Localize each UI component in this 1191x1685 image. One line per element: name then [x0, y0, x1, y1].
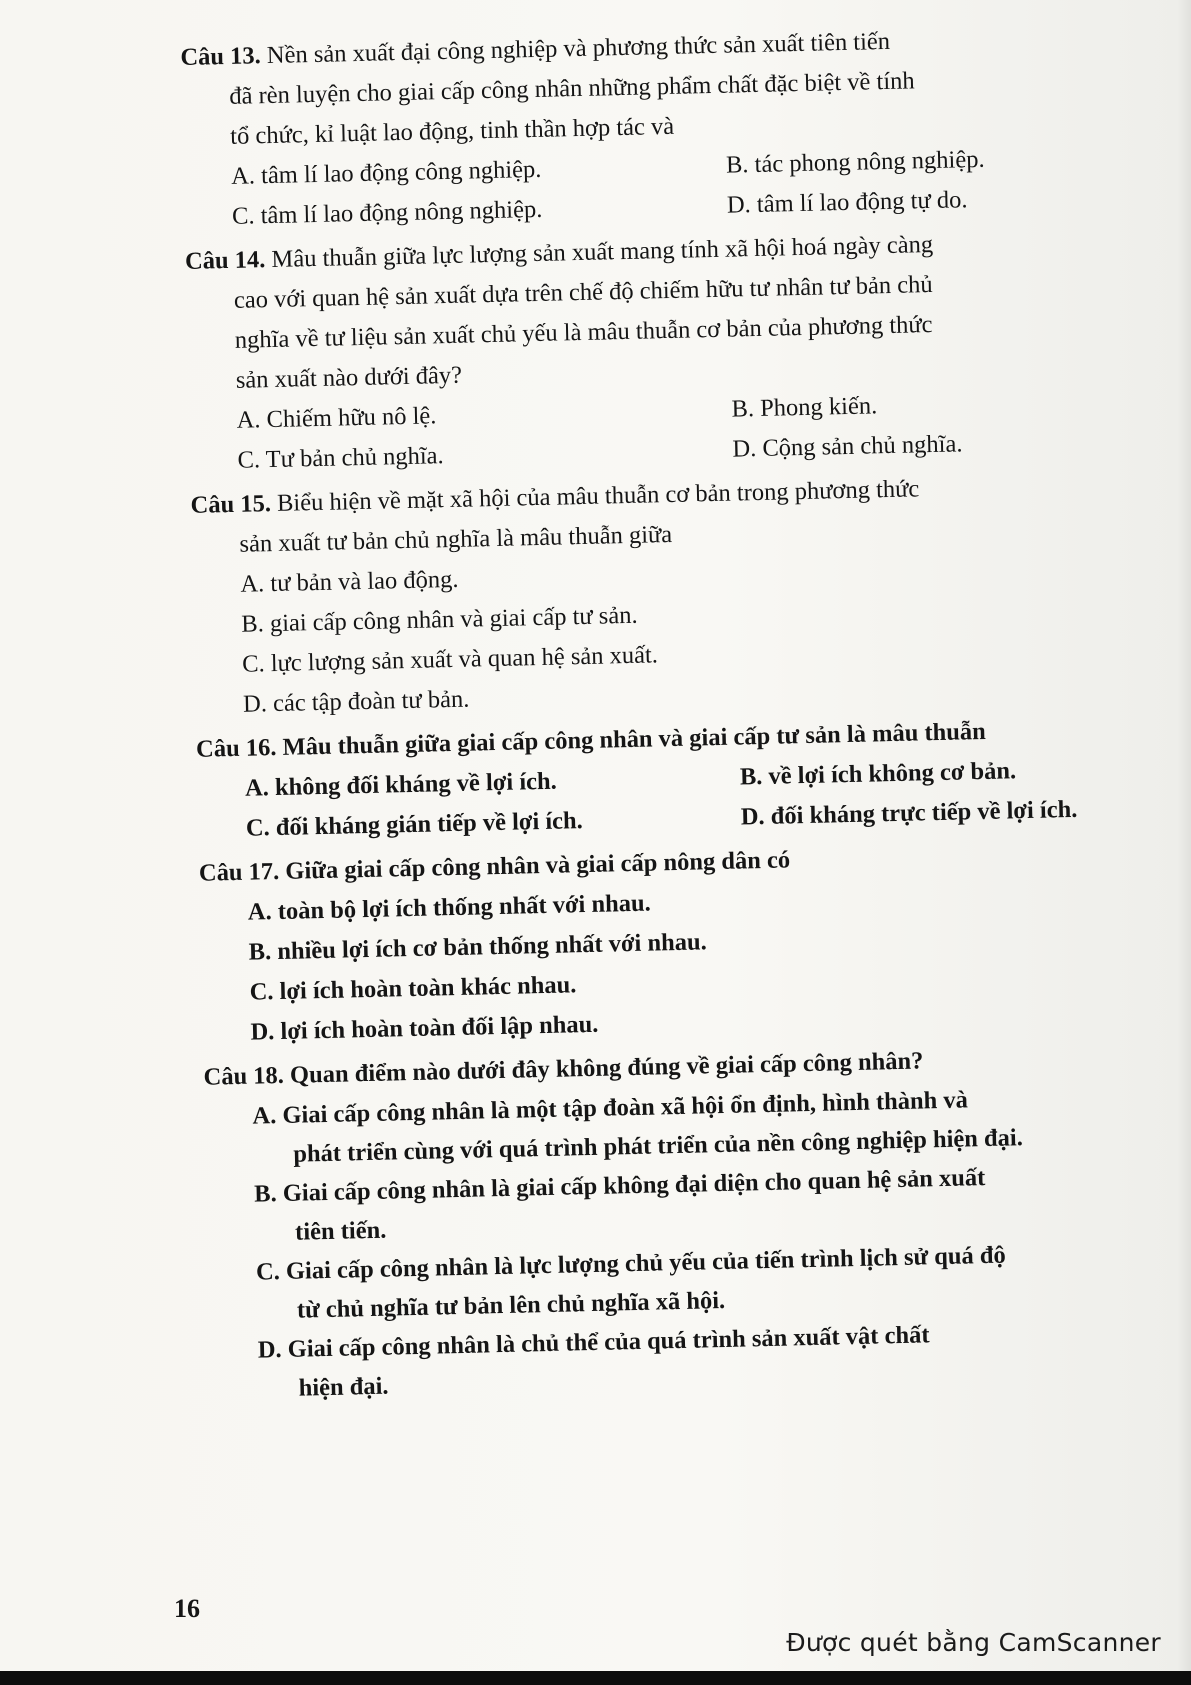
option-b: B. Phong kiến.	[731, 392, 878, 423]
question-text-line: cao với quan hệ sản xuất dựa trên chế độ chiếm hữu tư nhân tư bản chủ	[233, 270, 933, 314]
option-b: B. về lợi ích không cơ bản.	[739, 757, 1017, 791]
scan-bottom-edge	[0, 1671, 1191, 1685]
question-text-line: Quan điểm nào dưới đây không đúng về giai cấp công nhân?	[289, 1047, 924, 1089]
option-b: B. tác phong nông nghiệp.	[725, 145, 985, 179]
question-15	[190, 464, 1170, 726]
option-d: D. các tập đoàn tư bản.	[242, 685, 470, 718]
question-text-line: Mâu thuẫn giữa giai cấp công nhân và giai cấp tư sản là mâu thuẫn	[282, 717, 987, 761]
question-text-line: sản xuất nào dưới đây?	[235, 361, 463, 394]
question-13	[180, 16, 1159, 238]
option-d: D. lợi ích hoàn toàn đối lập nhau.	[250, 1010, 599, 1046]
question-16	[196, 708, 1173, 850]
question-number: Câu 14.	[184, 246, 266, 275]
option-a: A. Chiếm hữu nô lệ.	[236, 402, 437, 434]
page-edge-shadow	[1177, 0, 1191, 1685]
page-number: 16	[174, 1594, 200, 1623]
option-a: A. tâm lí lao động công nghiệp.	[230, 155, 542, 190]
option-line: A. Giai cấp công nhân là một tập đoàn xã hội ổn định, hình thành và	[252, 1086, 969, 1130]
question-number: Câu 13.	[180, 42, 262, 71]
option-b: B. nhiều lợi ích cơ bản thống nhất với nhau.	[248, 928, 707, 966]
option-b: B. giai cấp công nhân và giai cấp tư sản.	[241, 601, 638, 638]
question-number: Câu 15.	[190, 490, 272, 519]
option-c: C. lực lượng sản xuất và quan hệ sản xuất.	[241, 641, 659, 678]
option-line: C. Giai cấp công nhân là lực lượng chủ yếu của tiến trình lịch sử quá độ	[255, 1241, 1007, 1286]
question-14	[185, 220, 1165, 482]
camscanner-watermark: Được quét bằng CamScanner	[786, 1628, 1161, 1657]
option-line: hiện đại.	[298, 1372, 389, 1402]
page-content	[180, 16, 1186, 1414]
option-a: A. toàn bộ lợi ích thống nhất với nhau.	[247, 889, 651, 926]
option-a: A. không đối kháng về lợi ích.	[244, 767, 558, 802]
question-text-line: Nền sản xuất đại công nghiệp và phương thức sản xuất tiên tiến	[266, 27, 891, 70]
option-d: D. đối kháng trực tiếp về lợi ích.	[740, 795, 1078, 831]
option-a: A. tư bản và lao động.	[240, 565, 459, 598]
option-line: từ chủ nghĩa tư bản lên chủ nghĩa xã hội.	[296, 1286, 726, 1324]
question-text-line: Biểu hiện về mặt xã hội của mâu thuẫn cơ bản trong phương thức	[276, 475, 920, 517]
option-line: phát triển cùng với quá trình phát triển của nền công nghiệp hiện đại.	[293, 1124, 1024, 1168]
option-d: D. tâm lí lao động tự do.	[726, 186, 968, 219]
option-c: C. Tư bản chủ nghĩa.	[237, 442, 444, 474]
question-text-line: đã rèn luyện cho giai cấp công nhân những phẩm chất đặc biệt về tính	[229, 67, 915, 110]
option-d: D. Cộng sản chủ nghĩa.	[732, 430, 963, 463]
question-18	[203, 1036, 1186, 1410]
question-text-line: Giữa giai cấp công nhân và giai cấp nông dân có	[285, 846, 791, 885]
option-c: C. tâm lí lao động nông nghiệp.	[231, 195, 543, 230]
question-number: Câu 18.	[203, 1061, 285, 1091]
option-line: tiên tiến.	[294, 1216, 387, 1246]
question-text-line: Mâu thuẫn giữa lực lượng sản xuất mang tính xã hội hoá ngày càng	[271, 230, 934, 273]
option-line: D. Giai cấp công nhân là chủ thể của quá trình sản xuất vật chất	[257, 1321, 930, 1364]
question-text-line: nghĩa về tư liệu sản xuất chủ yếu là mâu thuẫn cơ bản của phương thức	[234, 311, 933, 354]
question-text-line: tổ chức, kỉ luật lao động, tinh thần hợp tác và	[229, 112, 675, 150]
option-c: C. lợi ích hoàn toàn khác nhau.	[249, 971, 577, 1006]
question-number: Câu 16.	[195, 733, 277, 763]
question-17	[199, 832, 1178, 1054]
question-text-line: sản xuất tư bản chủ nghĩa là mâu thuẫn giữa	[239, 520, 673, 558]
options-list	[199, 872, 1177, 1054]
options-list	[192, 544, 1170, 726]
question-number: Câu 17.	[198, 857, 280, 887]
option-c: C. đối kháng gián tiếp về lợi ích.	[245, 807, 584, 842]
option-line: B. Giai cấp công nhân là giai cấp không đại diện cho quan hệ sản xuất	[253, 1164, 986, 1208]
